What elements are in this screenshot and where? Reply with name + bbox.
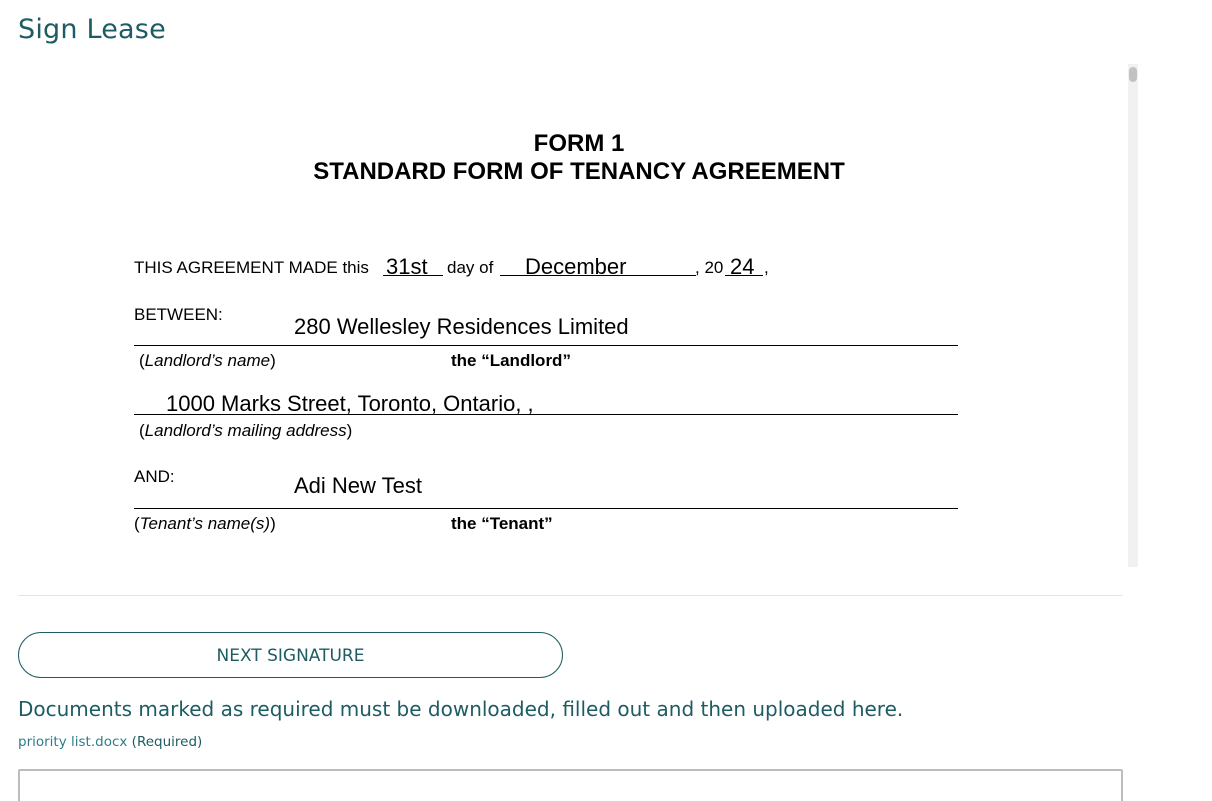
section-divider: [18, 595, 1123, 596]
form-title: STANDARD FORM OF TENANCY AGREEMENT: [313, 158, 845, 185]
document-upload-dropzone[interactable]: [18, 769, 1123, 801]
and-label: AND:: [134, 467, 175, 486]
agreement-year-underline: [725, 275, 763, 276]
landlord-role-label: the “Landlord”: [451, 351, 571, 370]
lease-document-viewer[interactable]: [18, 64, 1140, 567]
landlord-address-caption: (Landlord’s mailing address): [139, 421, 353, 440]
document-scrollbar[interactable]: [1128, 64, 1138, 567]
between-label: BETWEEN:: [134, 305, 223, 324]
next-signature-button[interactable]: NEXT SIGNATURE: [18, 632, 563, 678]
tenant-role-label: the “Tenant”: [451, 514, 553, 533]
landlord-name-caption: (Landlord’s name): [139, 351, 276, 370]
tenant-name-value: Adi New Test: [294, 473, 422, 498]
document-scrollbar-thumb[interactable]: [1129, 67, 1137, 82]
tenant-name-underline: [134, 508, 958, 509]
form-number: FORM 1: [533, 130, 625, 157]
required-document-download-link[interactable]: priority list.docx: [18, 734, 128, 750]
landlord-name-underline: [134, 345, 958, 346]
required-document-item: [18, 734, 202, 750]
agreement-month-value: December: [525, 254, 627, 279]
landlord-name-value: 280 Wellesley Residences Limited: [294, 314, 629, 339]
agreement-prefix: THIS AGREEMENT MADE this: [134, 258, 369, 277]
agreement-day-of: day of: [447, 258, 494, 277]
agreement-year-prefix: , 20: [695, 258, 724, 277]
agreement-year-suffix: ,: [764, 258, 769, 277]
required-document-status: (Required): [131, 734, 203, 750]
agreement-day-value: 31st: [386, 254, 428, 279]
agreement-day-underline: [383, 275, 443, 276]
required-documents-notice: Documents marked as required must be downloaded, filled out and then uploaded here.: [18, 697, 904, 721]
tenant-name-caption: (Tenant’s name(s)): [134, 514, 276, 533]
landlord-address-value: 1000 Marks Street, Toronto, Ontario, ,: [166, 391, 534, 416]
page-title: Sign Lease: [18, 14, 166, 45]
landlord-address-underline: [134, 414, 958, 415]
agreement-year-value: 24: [730, 254, 755, 279]
agreement-month-underline: [500, 275, 696, 276]
